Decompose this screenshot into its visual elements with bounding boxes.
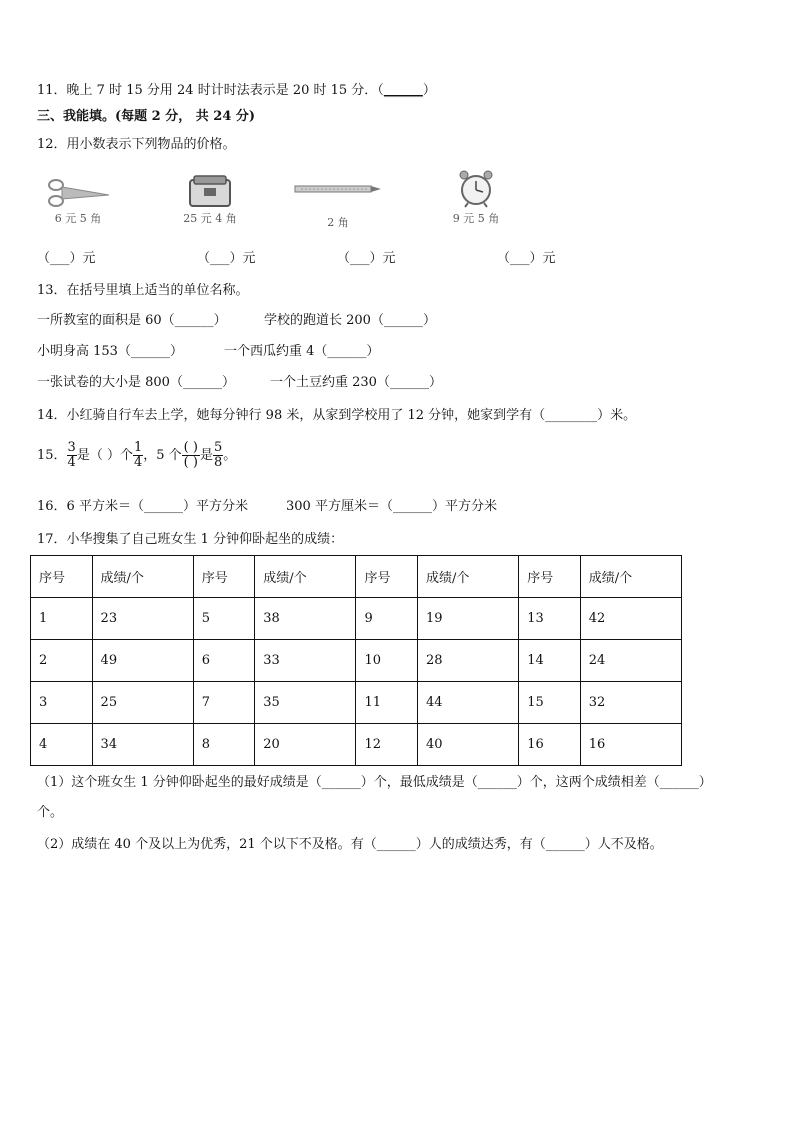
q13-row-3b[interactable]: 一个土豆约重 230（______） [270,375,442,390]
price-label: 25 元 4 角 [183,212,237,225]
q13-row-2b[interactable]: 一个西瓜约重 4（______） [224,344,380,359]
item-alarm-clock [448,168,504,226]
item-pencil [292,182,384,230]
table-row: 1 23 5 38 9 19 13 42 [31,598,682,640]
fraction-blank[interactable]: $\frac{( )}{( )}$ [183,440,198,470]
q13-row-1a[interactable]: 一所教室的面积是 60（______） [37,313,227,328]
item-scissors [40,176,116,226]
header-cell: 序号 [356,556,418,598]
header-cell: 成绩/个 [255,556,356,598]
pencil-icon [293,182,383,196]
alarm-clock-icon [456,168,496,208]
price-label: 9 元 5 角 [452,212,500,225]
answer-yuan-2[interactable]: （___）元 [197,251,256,266]
answer-yuan-1[interactable]: （___）元 [37,251,96,266]
question-17-part-1[interactable]: （1）这个班女生 1 分钟仰卧起坐的最好成绩是（______）个，最低成绩是（______）个，这两个成绩相差（______） [37,775,712,790]
pencil-case-icon [186,172,234,210]
header-cell: 序号 [519,556,581,598]
fraction: $\frac{1}{4}$ [133,440,143,470]
table-header-row [31,556,682,598]
scissors-icon [45,176,111,210]
table-row: 4 34 8 20 12 40 16 16 [31,724,682,766]
fraction: $\frac{3}{4}$ [67,440,76,470]
header-cell: 序号 [193,556,255,598]
table-row: 2 49 6 33 10 28 14 24 [31,640,682,682]
question-11: 11．晚上 7 时 15 分用 24 时计时法表示是 20 时 15 分．（______） [37,83,436,98]
question-13-stem: 13．在括号里填上适当的单位名称。 [37,283,249,298]
header-cell: 成绩/个 [92,556,193,598]
answer-yuan-4[interactable]: （___）元 [497,251,556,266]
header-cell: 成绩/个 [580,556,681,598]
q13-row-2a[interactable]: 小明身高 153（______） [37,344,183,359]
header-cell: 成绩/个 [418,556,519,598]
question-15[interactable]: 15． $\frac{3}{4}$ 是（ ）个 $\frac{1}{4}$ ，5 个 $\frac{( )}{( )}$ 是 $\frac{5}{8}$ 。 [37,440,237,470]
question-16b[interactable]: 300 平方厘米＝（______）平方分米 [286,499,497,514]
item-pencil-case [172,172,248,226]
scores-table [30,555,682,766]
q13-row-1b[interactable]: 学校的跑道长 200（______） [264,313,436,328]
question-17-stem: 17．小华搜集了自己班女生 1 分钟仰卧起坐的成绩： [37,532,344,547]
question-12-stem: 12．用小数表示下列物品的价格。 [37,137,236,152]
q13-row-3a[interactable]: 一张试卷的大小是 800（______） [37,375,235,390]
answer-blank[interactable]: ______ [383,83,423,98]
price-label: 2 角 [327,216,349,229]
answer-yuan-3[interactable]: （___）元 [337,251,396,266]
fraction: $\frac{5}{8}$ [213,440,223,470]
table-row: 3 25 7 35 11 44 15 32 [31,682,682,724]
price-label: 6 元 5 角 [54,212,102,225]
question-16a[interactable]: 16．6 平方米＝（______）平方分米 [37,499,248,514]
question-17-part-1-cont: 个。 [37,805,64,820]
question-17-part-2[interactable]: （2）成绩在 40 个及以上为优秀，21 个以下不及格。有（______）人的成绩达秀，有（______）人不及格。 [37,837,663,852]
question-14[interactable]: 14．小红骑自行车去上学，她每分钟行 98 米，从家到学校用了 12 分钟，她家到学有（________）米。 [37,408,637,423]
section-heading: 三、我能填。(每题 2 分， 共 24 分) [37,109,256,124]
question-11-text: 11．晚上 7 时 15 分用 24 时计时法表示是 20 时 15 分．（ [37,83,384,98]
header-cell: 序号 [31,556,93,598]
